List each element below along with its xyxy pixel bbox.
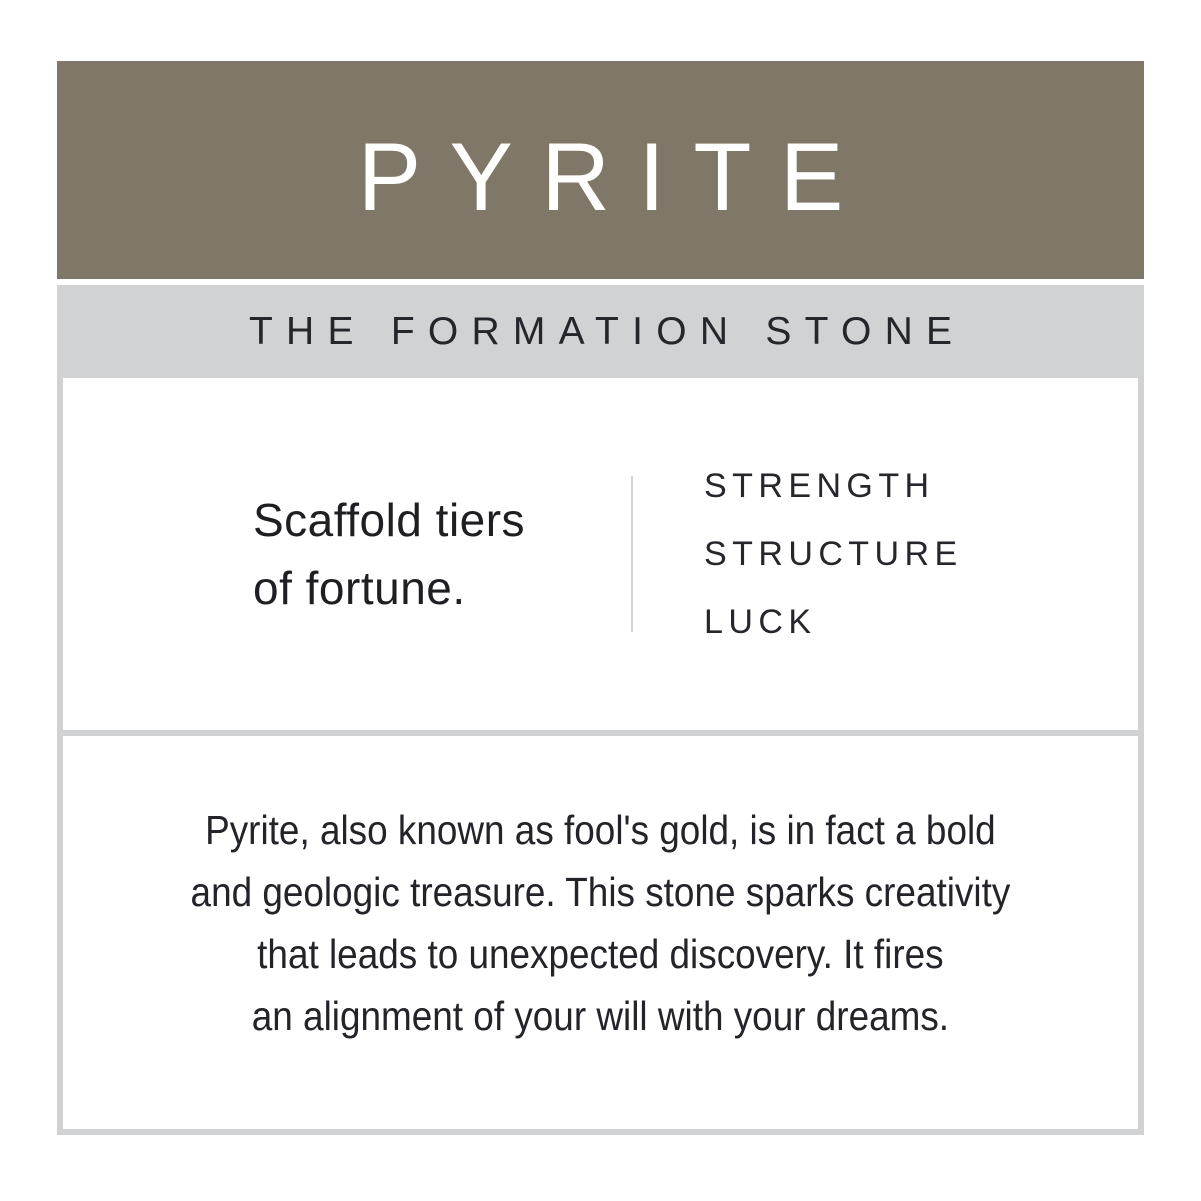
stone-subtitle: THE FORMATION STONE — [248, 309, 966, 353]
tagline-line-2: of fortune. — [253, 562, 466, 614]
trait-strength: STRENGTH — [704, 466, 935, 505]
stone-description — [191, 799, 1011, 1047]
description-line-1: Pyrite, also known as fool's gold, is in fact a bold — [205, 806, 996, 853]
trait-structure: STRUCTURE — [704, 534, 963, 573]
subtitle-band — [57, 285, 1144, 378]
tagline-line-1: Scaffold tiers — [253, 494, 526, 546]
description-line-4: an alignment of your will with your dreams. — [251, 992, 950, 1039]
description-line-2: and geologic treasure. This stone sparks creativity — [190, 868, 1011, 915]
description-section — [57, 736, 1144, 1135]
stone-info-card — [57, 61, 1144, 1135]
attributes-section — [57, 378, 1144, 730]
tagline — [253, 486, 631, 622]
description-line-3: that leads to unexpected discovery. It fires — [257, 930, 944, 977]
trait-luck: LUCK — [704, 602, 817, 641]
stone-title: PYRITE — [357, 122, 872, 231]
traits-list — [633, 467, 963, 642]
header-band — [57, 61, 1144, 279]
